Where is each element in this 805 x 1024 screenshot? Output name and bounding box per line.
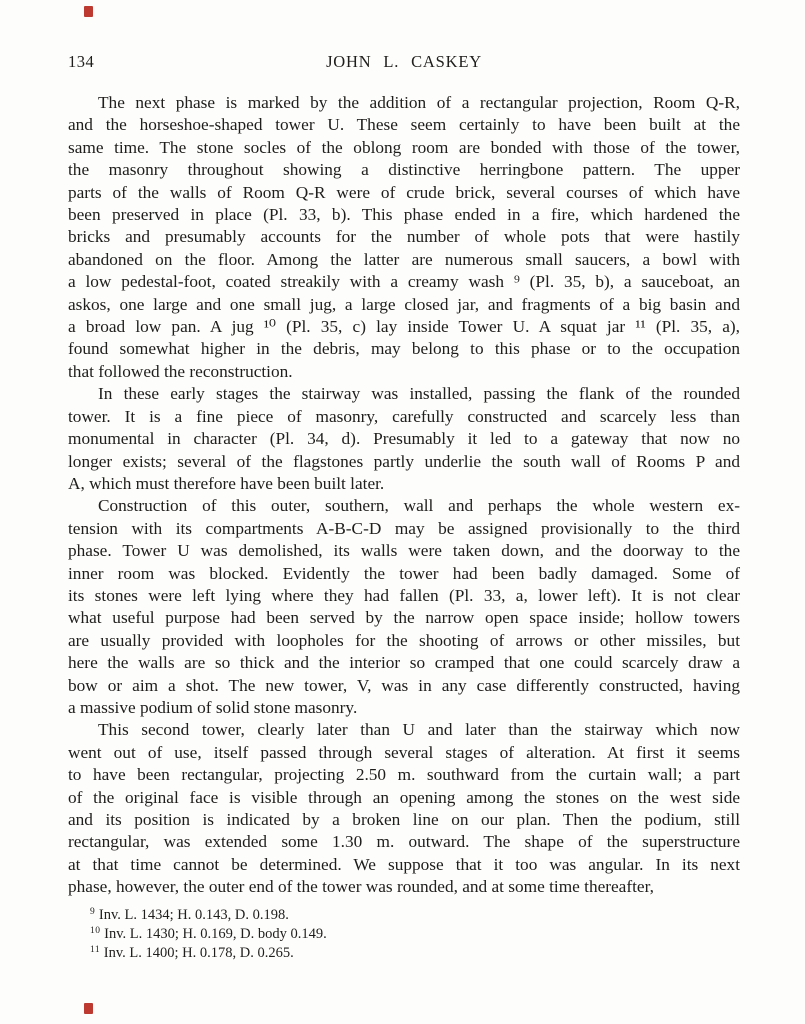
text-line: Construction of this outer, southern, wall and perhaps the whole western ex- (98, 496, 740, 516)
text-line: askos, one large and one small jug, a large closed jar, and fragments of a big basin and (68, 294, 740, 314)
footnotes (90, 906, 740, 963)
footnote-marker: 9 (90, 907, 96, 917)
footnote: $^{11}$ Inv. L. 1400; H. 0.178, D. 0.265. (90, 945, 294, 961)
footnote: $^9$ Inv. L. 1434; H. 0.143, D. 0.198. (90, 907, 289, 923)
text-line: of the original face is visible through an opening among the stones on the west side (68, 787, 740, 807)
text-line: In these early stages the stairway was installed, passing the flank of the rounded (98, 384, 740, 404)
page-header (68, 52, 740, 74)
text-line: a massive podium of solid stone masonry. (68, 697, 358, 717)
paragraph (68, 383, 740, 495)
text-line: bow or aim a shot. The new tower, V, was in any case differently constructed, having (68, 675, 740, 695)
footnote-marker: 11 (90, 945, 101, 955)
text-line: a broad low pan. A jug ¹⁰ (Pl. 35, c) lay inside Tower U. A squat jar ¹¹ (Pl. 35, a), (68, 317, 740, 337)
text-line: This second tower, clearly later than U and later than the stairway which now (98, 720, 740, 740)
page-number: 134 (68, 52, 95, 71)
text-line: at that time cannot be determined. We suppose that it too was angular. In its next (68, 854, 740, 874)
red-ink-mark-top (84, 6, 93, 17)
text-line: and its position is indicated by a broken line on our plan. Then the podium, still (68, 810, 740, 829)
running-title: JOHN L. CASKEY (326, 52, 482, 71)
text-line: a low pedestal-foot, coated streakily with a creamy wash ⁹ (Pl. 35, b), a sauceboat, an (68, 272, 740, 292)
text-line: found somewhat higher in the debris, may belong to this phase or to the occupation (68, 339, 740, 359)
paragraph (68, 719, 740, 898)
text-line: bricks and presumably accounts for the number of whole pots that were hastily (68, 227, 740, 247)
body-text (68, 92, 740, 899)
text-line: The next phase is marked by the addition of a rectangular projection, Room Q-R, (98, 93, 740, 112)
text-line: same time. The stone socles of the oblong room are bonded with those of the tower, (68, 137, 740, 157)
paragraph (68, 495, 740, 719)
text-line: its stones were left lying where they had fallen (Pl. 33, a, lower left). It is not clear (68, 585, 740, 605)
text-line: parts of the walls of Room Q-R were of crude brick, several courses of which have (68, 182, 740, 202)
text-line: been preserved in place (Pl. 33, b). This phase ended in a fire, which hardened the (68, 205, 740, 225)
text-line: rectangular, was extended some 1.30 m. outward. The shape of the superstructure (68, 832, 740, 852)
text-line: that followed the reconstruction. (68, 361, 293, 381)
text-line: phase, however, the outer end of the tower was rounded, and at some time thereafter, (68, 877, 654, 897)
text-line: phase. Tower U was demolished, its walls were taken down, and the doorway to the (68, 541, 740, 561)
text-line: what useful purpose had been served by the narrow open space inside; hollow towers (68, 608, 740, 628)
text-line: and the horseshoe-shaped tower U. These seem certainly to have been built at the (68, 115, 740, 135)
text-line: to have been rectangular, projecting 2.50 m. southward from the curtain wall; a part (68, 765, 740, 785)
text-line: inner room was blocked. Evidently the tower had been badly damaged. Some of (68, 563, 740, 583)
text-line: here the walls are so thick and the interior so cramped that one could scarcely draw a (68, 653, 740, 673)
text-line: are usually provided with loopholes for the shooting of arrows or other missiles, but (68, 630, 740, 650)
text-line: abandoned on the floor. Among the latter are numerous small saucers, a bowl with (68, 249, 740, 269)
text-line: longer exists; several of the flagstones partly underlie the south wall of Rooms P and (68, 451, 740, 471)
red-ink-mark-bottom (84, 1003, 93, 1014)
text-line: tension with its compartments A-B-C-D may be assigned provisionally to the third (68, 518, 740, 538)
footnote-marker: 10 (90, 926, 101, 936)
text-line: A, which must therefore have been built later. (68, 473, 385, 493)
text-line: went out of use, itself passed through several stages of alteration. At first it seems (68, 742, 740, 762)
text-line: monumental in character (Pl. 34, d). Presumably it led to a gateway that now no (68, 429, 740, 449)
footnote: $^{10}$ Inv. L. 1430; H. 0.169, D. body 0.149. (90, 926, 327, 942)
paragraph (68, 92, 740, 383)
text-line: the masonry throughout showing a distinctive herringbone pattern. The upper (68, 160, 740, 180)
text-line: tower. It is a fine piece of masonry, carefully constructed and scarcely less than (68, 406, 740, 426)
